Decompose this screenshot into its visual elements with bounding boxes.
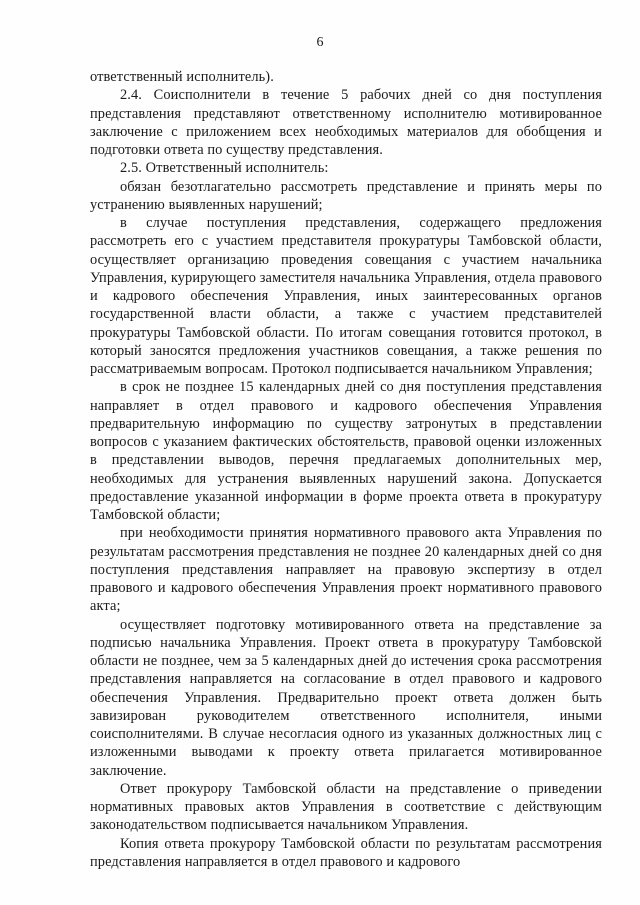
- document-body: [90, 68, 602, 871]
- paragraph: в случае поступления представления, содержащего предложения рассмотреть его с участием представителя прокуратуры Тамбовской области, осуществляет организацию проведения совещания с участием начальника Управления, курирующего заместителя начальника Управления, отдела правового и кадрового обеспечения Управления, иных заинтересованных органов государственной власти области, а также с участием представителей прокуратуры Тамбовской области. По итогам совещания готовится протокол, в который заносятся предложения участников совещания, а также решения по рассматриваемым вопросам. Протокол подписывается начальником Управления;: [90, 215, 602, 377]
- paragraph: Копия ответа прокурору Тамбовской области по результатам рассмотрения представления направляется в отдел правового и кадрового: [90, 835, 602, 870]
- paragraph: ответственный исполнитель).: [90, 69, 274, 85]
- paragraph: обязан безотлагательно рассмотреть представление и принять меры по устранению выявленных нарушений;: [90, 178, 602, 213]
- paragraph: 2.5. Ответственный исполнитель:: [120, 160, 329, 177]
- paragraph: при необходимости принятия нормативного правового акта Управления по результатам рассмотрения представления не позднее 20 календарных дней со дня поступления представления направляет на правовую экспертизу в отдел правового и кадрового обеспечения Управления проект нормативного правового акта;: [90, 525, 602, 615]
- paragraph: осуществляет подготовку мотивированного ответа на представление за подписью начальника Управления. Проект ответа в прокуратуру Тамбовской области не позднее, чем за 5 календарных дней до истечения срока рассмотрения представления направляется на согласование в отдел правового и кадрового обеспечения Управления. Предварительно проект ответа должен быть завизирован руководителем ответственного исполнителя, иными соисполнителями. В случае несогласия одного из указанных должностных лиц с изложенными выводами к проекту ответа прилагается мотивированное заключение.: [90, 616, 602, 779]
- page-number: 6: [316, 35, 324, 50]
- paragraph: в срок не позднее 15 календарных дней со дня поступления представления направляет в отдел правового и кадрового обеспечения Управления предварительную информацию по существу затронутых в представлении вопросов с указанием фактических обстоятельств, правовой оценки изложенных в представлении выводов, перечня предлагаемых дополнительных мер, необходимых для устранения выявленных нарушений закона. Допускается предоставление указанной информации в форме проекта ответа в прокуратуру Тамбовской области;: [90, 379, 602, 523]
- paragraph: Ответ прокурору Тамбовской области на представление о приведении нормативных правовых актов Управления в соответствие с действующим законодательством подписывается начальником Управления.: [90, 780, 602, 834]
- paragraph: 2.4. Соисполнители в течение 5 рабочих дней со дня поступления представления представляют ответственному исполнителю мотивированное заключение с приложением всех необходимых материалов для обобщения и подготовки ответа по существу представления.: [90, 87, 602, 158]
